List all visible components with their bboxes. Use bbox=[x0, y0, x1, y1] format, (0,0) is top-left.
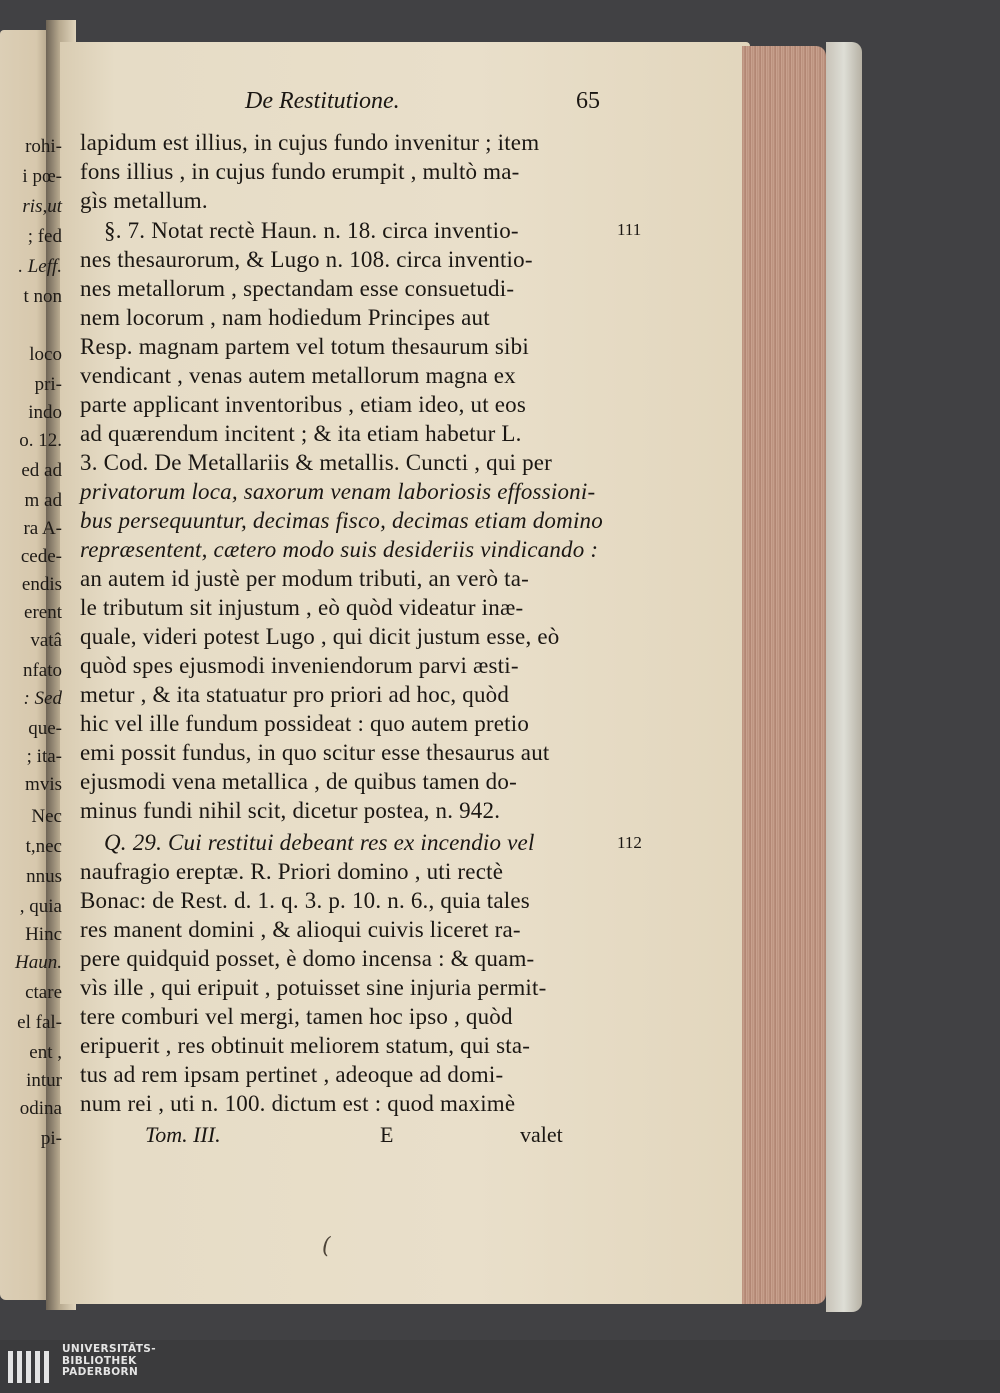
text-line: an autem id justè per modum tributi, an verò ta- bbox=[80, 566, 530, 591]
left-line: odina bbox=[19, 1098, 62, 1119]
institution-name bbox=[62, 1344, 156, 1379]
left-line: . Leff. bbox=[18, 256, 62, 277]
left-line: ent , bbox=[29, 1042, 62, 1063]
institution-line: BIBLIOTHEK bbox=[62, 1354, 137, 1367]
left-line: el fal- bbox=[17, 1012, 62, 1033]
left-line: ris,ut bbox=[22, 196, 62, 217]
left-line: mvis bbox=[25, 774, 62, 795]
library-logo-icon bbox=[6, 1347, 56, 1387]
left-line: , quia bbox=[19, 896, 62, 917]
left-line: indo bbox=[28, 402, 62, 423]
institution-bar bbox=[0, 1340, 1000, 1393]
page-header bbox=[80, 88, 620, 118]
text-line: vendicant , venas autem metallorum magna ex bbox=[80, 363, 516, 388]
left-line: intur bbox=[26, 1070, 62, 1091]
left-line: o. 12. bbox=[19, 430, 62, 451]
left-line: i pœ- bbox=[22, 166, 62, 187]
left-line: erent bbox=[24, 602, 62, 623]
text-line: le tributum sit injustum , eò quòd videatur inæ- bbox=[80, 595, 524, 620]
left-line: rohi- bbox=[25, 136, 62, 157]
page-number: 65 bbox=[576, 88, 600, 114]
text-line: tere comburi vel mergi, tamen hoc ipso , quòd bbox=[80, 1004, 513, 1029]
left-line: pri- bbox=[34, 374, 62, 395]
left-line: pi- bbox=[40, 1128, 62, 1149]
running-title: De Restitutione. bbox=[245, 88, 400, 114]
text-line: privatorum loca, saxorum venam laboriosis effossioni- bbox=[80, 479, 596, 504]
text-line: Bonac: de Rest. d. 1. q. 3. p. 10. n. 6., quia tales bbox=[80, 888, 530, 913]
left-line: cede- bbox=[20, 546, 62, 567]
text-line: quale, videri potest Lugo , qui dicit justum esse, eò bbox=[80, 624, 560, 649]
text-line: Q. 29. Cui restitui debeant res ex incendio vel bbox=[104, 830, 535, 855]
catchword: valet bbox=[520, 1122, 563, 1147]
text-line: pere quidquid posset, è domo incensa : & quam- bbox=[80, 946, 535, 971]
left-line: : Sed bbox=[23, 688, 62, 709]
text-line: num rei , uti n. 100. dictum est : quod maximè bbox=[80, 1091, 516, 1116]
text-line: eripuerit , res obtinuit meliorem statum, qui sta- bbox=[80, 1033, 531, 1058]
text-line: ejusmodi vena metallica , de quibus tamen do- bbox=[80, 769, 517, 794]
left-line: ra A- bbox=[23, 518, 62, 539]
left-line: Haun. bbox=[15, 952, 62, 973]
text-line: 3. Cod. De Metallariis & metallis. Cuncti , qui per bbox=[80, 450, 553, 475]
left-line: t,nec bbox=[25, 836, 62, 857]
left-line: t non bbox=[23, 286, 62, 307]
text-line: Resp. magnam partem vel totum thesaurum sibi bbox=[80, 334, 529, 359]
left-line: endis bbox=[21, 574, 62, 595]
text-line: fons illius , in cujus fundo erumpit , multò ma- bbox=[80, 159, 520, 184]
text-line: ad quærendum incitent ; & ita etiam habetur L. bbox=[80, 421, 522, 446]
left-line: nfato bbox=[22, 660, 62, 681]
text-line: hic vel ille fundum possideat : quo autem pretio bbox=[80, 711, 530, 736]
institution-line: UNIVERSITÄTS- bbox=[62, 1343, 157, 1355]
text-line: res manent domini , & alioqui cuivis liceret ra- bbox=[80, 917, 521, 942]
left-line: Nec bbox=[31, 806, 62, 827]
text-line: repræsentent, cætero modo suis desideriis vindicando : bbox=[80, 537, 599, 562]
left-line: loco bbox=[29, 344, 62, 365]
text-line: parte applicant inventoribus , etiam ideo, ut eos bbox=[80, 392, 527, 417]
left-page-text bbox=[0, 0, 66, 1340]
left-line: ed ad bbox=[21, 460, 62, 481]
left-line: ctare bbox=[25, 982, 62, 1003]
text-line: bus persequuntur, decimas fisco, decimas etiam domino bbox=[80, 508, 603, 533]
text-line: gìs metallum. bbox=[80, 188, 208, 213]
text-line: minus fundi nihil scit, dicetur postea, n. 942. bbox=[80, 798, 501, 823]
page-edges bbox=[742, 46, 826, 1304]
text-line: lapidum est illius, in cujus fundo invenitur ; item bbox=[80, 130, 540, 155]
left-line: que- bbox=[28, 718, 62, 739]
left-line: Hinc bbox=[25, 924, 62, 945]
text-line: naufragio ereptæ. R. Priori domino , uti rectè bbox=[80, 859, 504, 884]
left-line: vatâ bbox=[30, 630, 62, 651]
text-line: nem locorum , nam hodiedum Principes aut bbox=[80, 305, 490, 330]
pencil-mark: ( bbox=[322, 1234, 331, 1259]
volume-signature: Tom. III. bbox=[145, 1122, 221, 1147]
text-line: nes metallorum , spectandam esse consuetudi- bbox=[80, 276, 515, 301]
signature-mark: E bbox=[380, 1122, 394, 1147]
left-line: m ad bbox=[24, 490, 62, 511]
book-cover bbox=[826, 42, 862, 1312]
text-line: tus ad rem ipsam pertinet , adeoque ad domi- bbox=[80, 1062, 504, 1087]
text-line: metur , & ita statuatur pro priori ad hoc, quòd bbox=[80, 682, 510, 707]
text-line: §. 7. Notat rectè Haun. n. 18. circa inventio- bbox=[104, 218, 519, 243]
text-line: vìs ille , qui eripuit , potuisset sine injuria permit- bbox=[80, 975, 547, 1000]
margin-number: 111 bbox=[617, 220, 642, 239]
left-line: ; ita- bbox=[26, 746, 62, 767]
left-line: nnus bbox=[26, 866, 62, 887]
margin-number: 112 bbox=[617, 833, 642, 852]
text-line: quòd spes ejusmodi inveniendorum parvi æsti- bbox=[80, 653, 519, 678]
text-line: nes thesaurorum, & Lugo n. 108. circa inventio- bbox=[80, 247, 533, 272]
text-line: emi possit fundus, in quo scitur esse thesaurus aut bbox=[80, 740, 550, 765]
institution-line: PADERBORN bbox=[62, 1366, 139, 1378]
left-line: ; fed bbox=[27, 226, 62, 247]
